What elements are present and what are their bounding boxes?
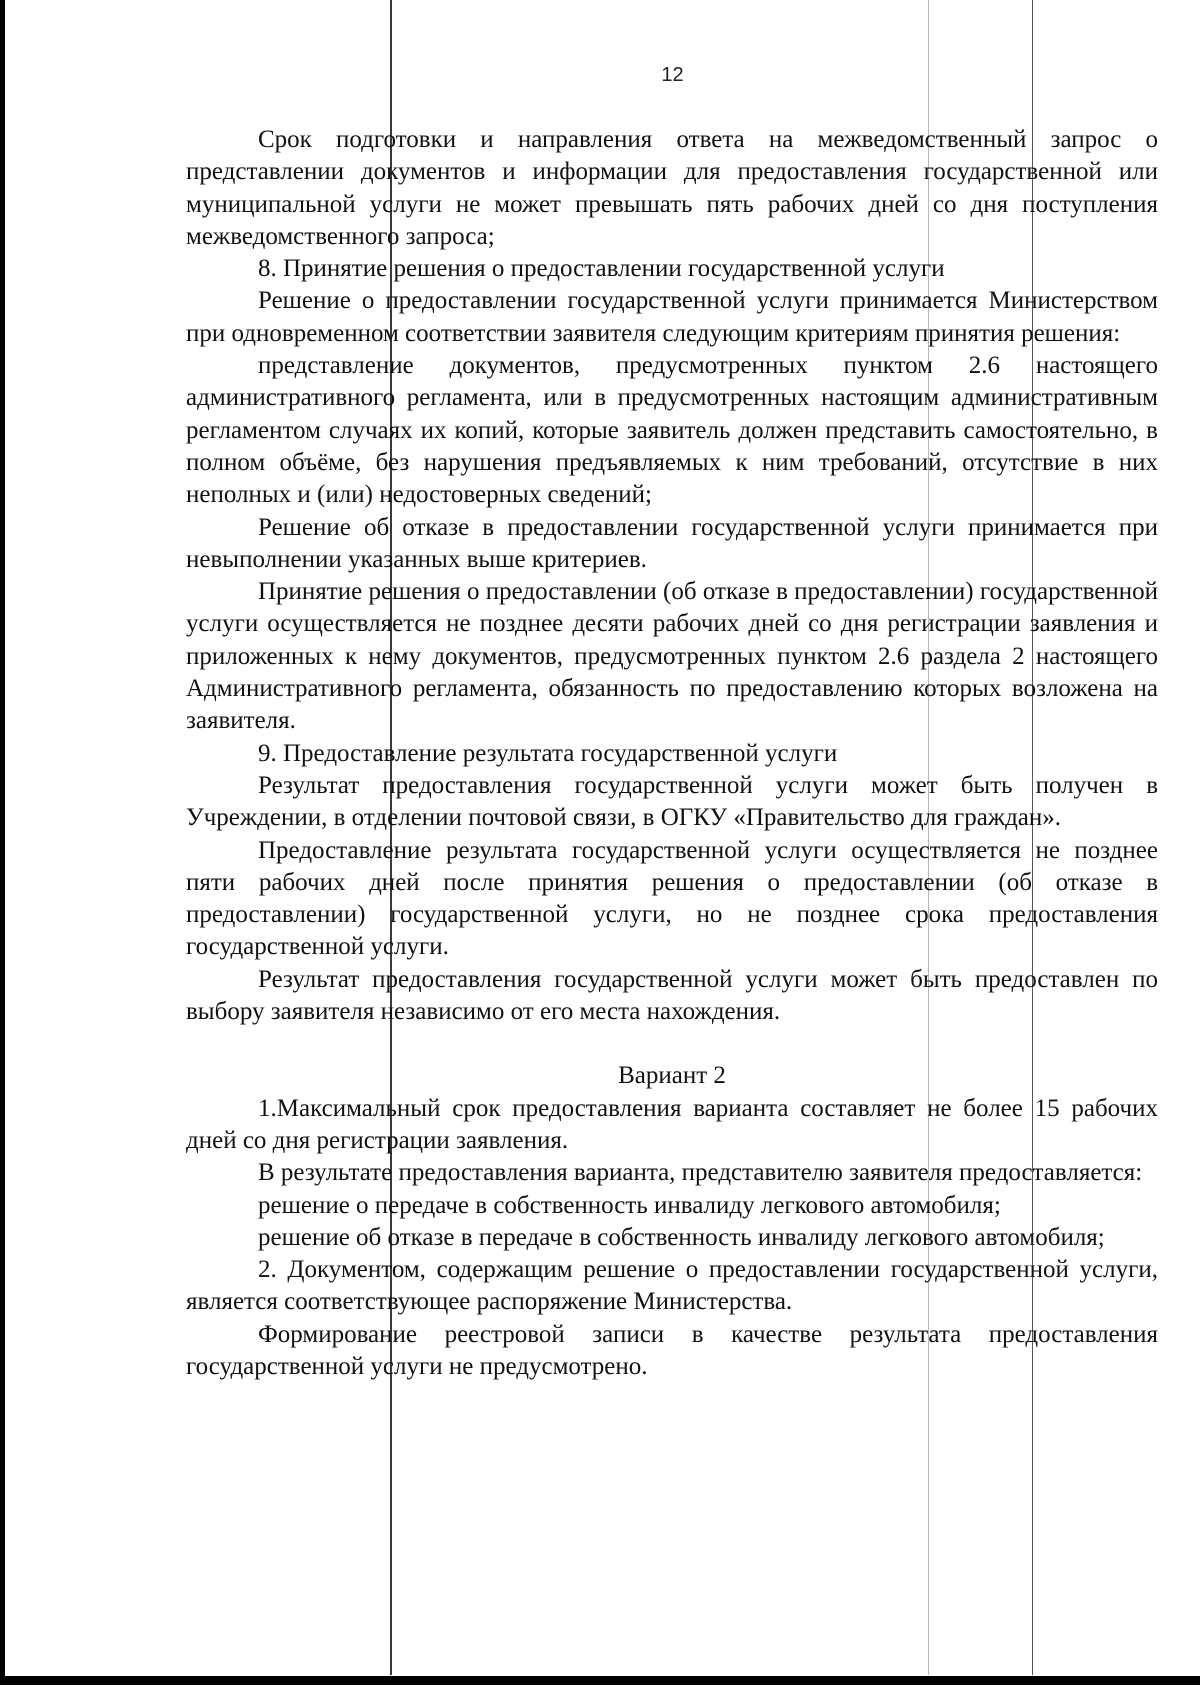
paragraph: Решение об отказе в предоставлении государственной услуги принимается при невыполнении указанных выше критериев. (186, 513, 1158, 573)
paragraph-heading: 8. Принятие решения о предоставлении государственной услуги (258, 255, 945, 283)
paragraph-heading: 9. Предоставление результата государственной услуги (258, 739, 838, 767)
paragraph: решение о передаче в собственность инвалиду легкового автомобиля; (258, 1191, 1001, 1219)
paragraph: В результате предоставления варианта, представителю заявителя предоставляется: (258, 1159, 1143, 1187)
page-number: 12 (661, 64, 684, 86)
paragraph: Предоставление результата государственной услуги осуществляется не позднее пяти рабочих дней после принятия решения о предоставлении (об отказе в предоставлении) государственной услуги, но не позднее срока предоставления государственной услуги. (186, 836, 1158, 961)
section-title: Вариант 2 (618, 1062, 726, 1090)
paragraph: Срок подготовки и направления ответа на межведомственный запрос о представлении документов и информации для предоставления государственной или муниципальной услуги не может превышать пять рабочих дней со дня поступления межведомственного запроса; (186, 126, 1158, 250)
paragraph: представление документов, предусмотренных пунктом 2.6 настоящего административного регламента, или в предусмотренных настоящим административным регламентом случаях их копий, которые заявитель должен представить самостоятельно, в полном объёме, без нарушения предъявляемых к ним требований, отсутствие в них неполных и (или) недостоверных сведений; (186, 352, 1158, 509)
paragraph: Решение о предоставлении государственной услуги принимается Министерством при одновременном соответствии заявителя следующим критериям принятия решения: (186, 287, 1158, 347)
scan-left-edge (0, 0, 5, 1680)
paragraph: 1.Максимальный срок предоставления варианта составляет не более 15 рабочих дней со дня регистрации заявления. (186, 1094, 1158, 1154)
paragraph: Принятие решения о предоставлении (об отказе в предоставлении) государственной услуги осуществляется не позднее десяти рабочих дней со дня регистрации заявления и приложенных к нему документов, предусмотренных пунктом 2.6 раздела 2 настоящего Административного регламента, обязанность по предоставлению которых возложена на заявителя. (186, 578, 1158, 735)
scan-bottom-edge (0, 1676, 1200, 1685)
paragraph: Результат предоставления государственной услуги может быть получен в Учреждении, в отделении почтовой связи, в ОГКУ «Правительство для граждан». (186, 771, 1158, 832)
paragraph: 2. Документом, содержащим решение о предоставлении государственной услуги, является соответствующее распоряжение Министерства. (186, 1256, 1158, 1316)
paragraph: решение об отказе в передаче в собственность инвалиду легкового автомобиля; (258, 1223, 1105, 1251)
paragraph: Результат предоставления государственной услуги может быть предоставлен по выбору заявителя независимо от его места нахождения. (186, 965, 1158, 1026)
paragraph: Формирование реестровой записи в качестве результата предоставления государственной услуги не предусмотрено. (186, 1320, 1158, 1380)
document-body (186, 124, 1158, 1383)
